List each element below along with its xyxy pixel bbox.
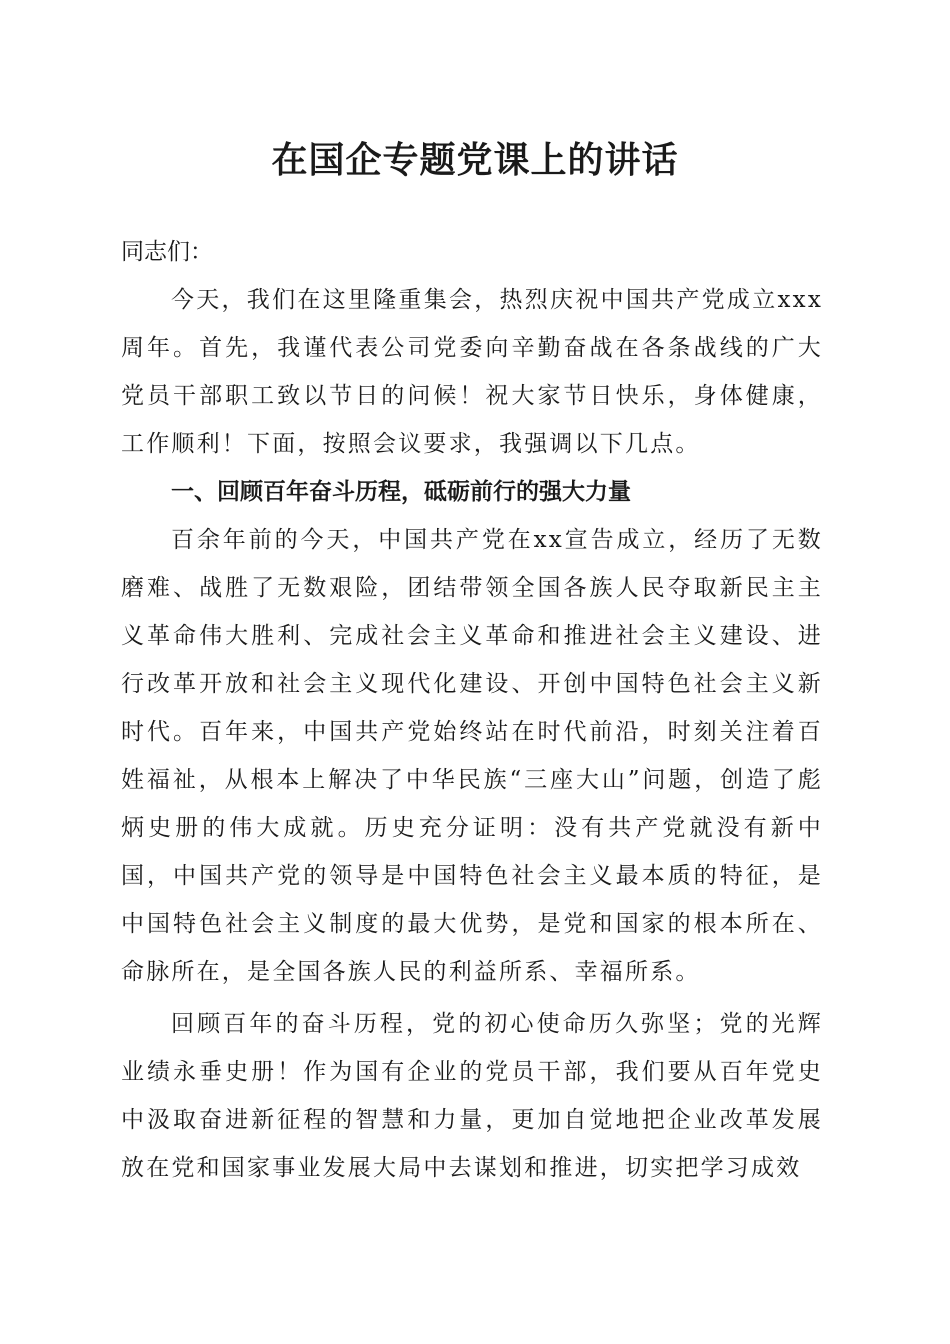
salutation: 同志们： <box>121 239 213 265</box>
section-paragraph-2: 回顾百年的奋斗历程，党的初心使命历久弥坚；党的光辉业绩永垂史册！作为国有企业的党员干部，我们要从百年党史中汲取奋进新征程的智慧和力量，更加自觉地把企业改革发展放在党和国家事业发展大局中去谋划和推进，切实把学习成效 <box>121 1011 823 1181</box>
section-heading: 一、回顾百年奋斗历程，砥砺前行的强大力量 <box>171 479 631 505</box>
section-paragraph-1: 百余年前的今天，中国共产党在xx宣告成立，经历了无数磨难、战胜了无数艰险，团结带领全国各族人民夺取新民主主义革命伟大胜利、完成社会主义革命和推进社会主义建设、进行改革开放和社会主义现代化建设、开创中国特色社会主义新时代。百年来，中国共产党始终站在时代前沿，时刻关注着百姓福祉，从根本上解决了中华民族“三座大山”问题，创造了彪炳史册的伟大成就。历史充分证明：没有共产党就没有新中国，中国共产党的领导是中国特色社会主义最本质的特征，是中国特色社会主义制度的最大优势，是党和国家的根本所在、命脉所在，是全国各族人民的利益所系、幸福所系。 <box>121 527 823 985</box>
document-body <box>121 228 823 1192</box>
document-title: 在国企专题党课上的讲话 <box>271 139 679 181</box>
opening-paragraph: 今天，我们在这里隆重集会，热烈庆祝中国共产党成立xxx周年。首先，我谨代表公司党委向辛勤奋战在各条战线的广大党员干部职工致以节日的问候！祝大家节日快乐，身体健康，工作顺利！下面，按照会议要求，我强调以下几点。 <box>121 287 823 457</box>
